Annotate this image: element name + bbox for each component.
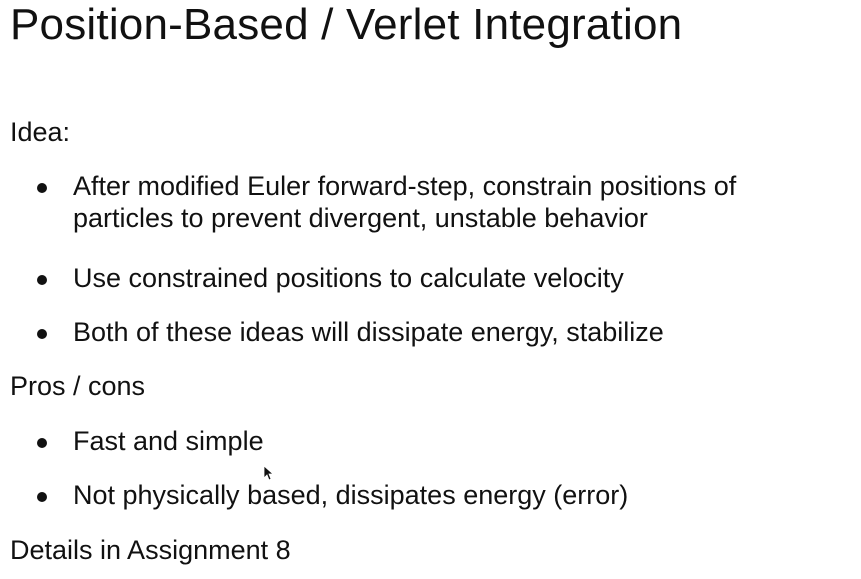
pros-cons-bullet-2-text: Not physically based, dissipates energy (error): [73, 480, 629, 510]
bullet-icon: [37, 183, 47, 193]
pros-cons-bullet-2: [37, 479, 628, 511]
idea-bullet-2: [37, 262, 624, 294]
idea-label: Idea:: [10, 117, 71, 147]
pros-cons-bullet-1: [37, 425, 264, 457]
idea-bullet-1: [37, 170, 833, 235]
bullet-icon: [37, 438, 47, 448]
idea-bullet-3: [37, 316, 664, 348]
bullet-icon: [37, 492, 47, 502]
idea-bullet-2-text: Use constrained positions to calculate velocity: [73, 263, 624, 293]
bullet-icon: [37, 329, 47, 339]
pros-cons-bullet-1-text: Fast and simple: [73, 426, 264, 456]
pros-cons-label: Pros / cons: [10, 371, 146, 401]
idea-bullet-3-text: Both of these ideas will dissipate energy, stabilize: [73, 317, 664, 347]
bullet-icon: [37, 275, 47, 285]
slide-title: Position-Based / Verlet Integration: [10, 0, 683, 49]
idea-bullet-1-text: After modified Euler forward-step, constrain positions of particles to prevent divergent, unstable behavior: [73, 171, 737, 234]
details-text: Details in Assignment 8: [10, 535, 291, 565]
